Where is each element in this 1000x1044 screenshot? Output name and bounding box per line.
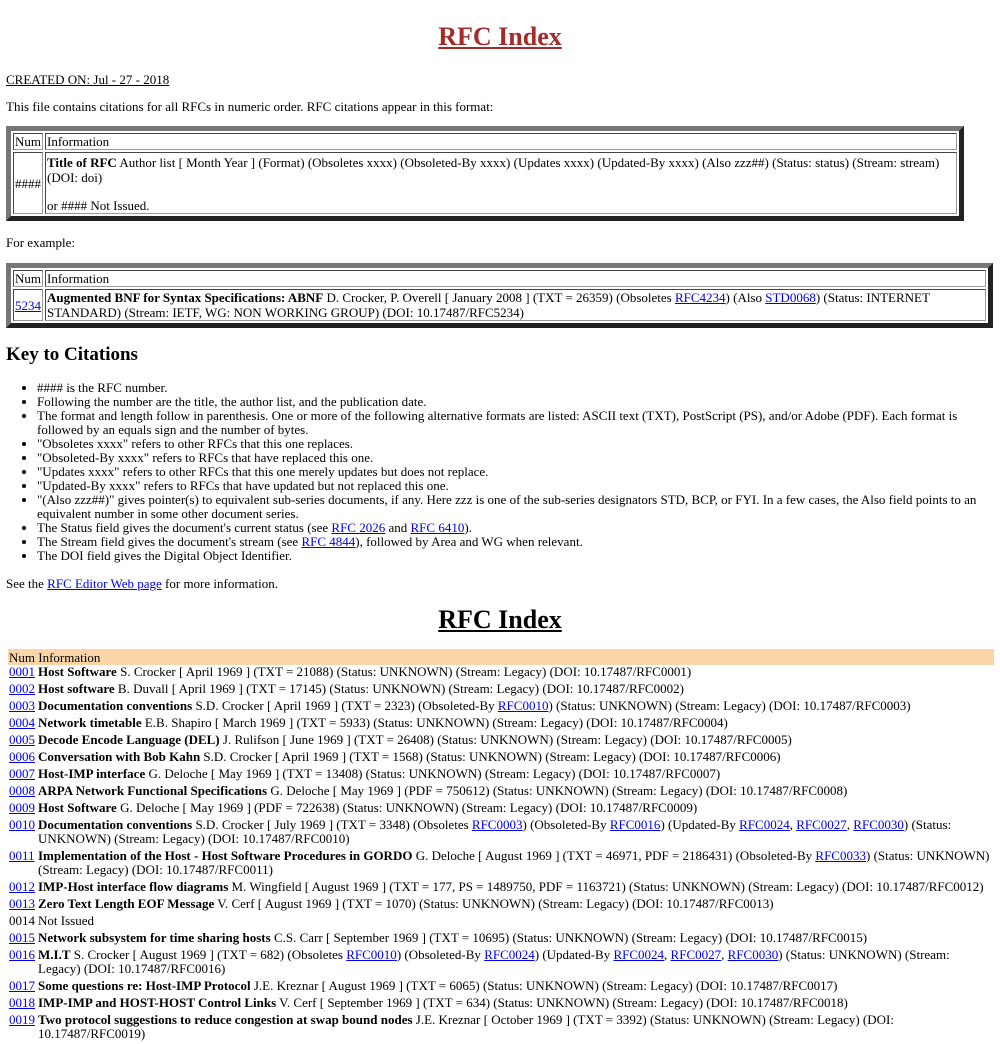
rfc-num-link[interactable]: 0006 [9, 749, 35, 764]
rfc-title: Host software [38, 681, 115, 696]
rfc-num-link[interactable]: 0015 [9, 930, 35, 945]
table-row [8, 996, 994, 1013]
rfc-info: M.I.T S. Crocker [ August 1969 ] (TXT = 682) (Obsoletes RFC0010) (Obsoleted-By RFC0024) (Updated-By RFC0024, RFC0027, RFC0030) (Status: UNKNOWN) (Stream: Legacy) (DOI: 10.17487/RFC0016) [38, 947, 950, 976]
table-row [8, 733, 994, 750]
format-info [45, 152, 957, 214]
example-label: For example: [6, 235, 75, 250]
format-header-info: Information [45, 133, 957, 150]
rfc-ref-link[interactable]: RFC0027 [670, 947, 722, 962]
page-title: RFC Index [438, 22, 562, 51]
table-row [8, 880, 994, 897]
example-title: Augmented BNF for Syntax Specifications: ABNF [47, 290, 324, 305]
format-header-num: Num [15, 134, 41, 149]
key-item: • "Obsoletes xxxx" refers to other RFCs that this one replaces. [37, 437, 994, 451]
rfc-title: M.I.T [38, 947, 71, 962]
table-row [8, 818, 994, 849]
key-item: • "Updated-By xxxx" refers to RFCs that have updated but not replaced this one. [37, 479, 994, 493]
key-item: • The Stream field gives the document's stream (see RFC 4844), followed by Area and WG when relevant. [37, 535, 994, 549]
table-row [8, 784, 994, 801]
example-table [6, 263, 993, 328]
rfc-title: Zero Text Length EOF Message [38, 896, 215, 911]
rfc-ref-link[interactable]: RFC0027 [796, 817, 847, 832]
rfc-title: IMP-IMP and HOST-HOST Control Links [38, 995, 277, 1010]
rfc-ref-link[interactable]: RFC0010 [497, 698, 549, 713]
key-item: • "Obsoleted-By xxxx" refers to RFCs that have replaced this one. [37, 451, 994, 465]
table-row [8, 979, 994, 996]
rfc-num-link[interactable]: 0005 [9, 732, 35, 747]
key-item: • The format and length follow in parenthesis. One or more of the following alternative formats are listed: ASCII text (TXT), PostScript (PS), and/or Adobe (PDF). Each format is followed by an equals sign and the number of bytes. [37, 409, 994, 437]
key-item: • "Updates xxxx" refers to other RFCs that this one merely updates but does not replace. [37, 465, 994, 479]
rfc-info: Some questions re: Host-IMP Protocol J.E. Kreznar [ August 1969 ] (TXT = 6065) (Status: UNKNOWN) (Stream: Legacy) (DOI: 10.17487/RFC0017) [38, 978, 838, 993]
rfc-info-not-issued: Not Issued [38, 913, 94, 928]
rfc-title: Two protocol suggestions to reduce congestion at swap bound nodes [38, 1012, 413, 1027]
format-line1: Author list [ Month Year ] (Format) (Obsoletes xxxx) (Obsoleted-By xxxx) (Updates xxxx) (Updated-By xxxx) (Also zzz##) (Status: status) (Stream: stream) (DOI: doi) [47, 155, 940, 185]
key-item: • Following the number are the title, the author list, and the publication date. [37, 395, 994, 409]
rfc-info: Host-IMP interface G. Deloche [ May 1969 ] (TXT = 13408) (Status: UNKNOWN) (Stream: Legacy) (DOI: 10.17487/RFC0007) [38, 766, 721, 781]
rfc-info: Network timetable E.B. Shapiro [ March 1969 ] (TXT = 5933) (Status: UNKNOWN) (Stream: Legacy) (DOI: 10.17487/RFC0004) [38, 715, 728, 730]
table-row [8, 914, 994, 931]
rfc-title: Network subsystem for time sharing hosts [38, 930, 271, 945]
rfc-num: 0014 [9, 913, 35, 928]
example-link-also[interactable]: STD0068 [765, 290, 816, 305]
rfc-title: Host-IMP interface [38, 766, 146, 781]
rfc-num-link[interactable]: 0010 [9, 817, 35, 832]
rfc-title: Conversation with Bob Kahn [38, 749, 201, 764]
table-row [8, 931, 994, 948]
rfc-ref-link[interactable]: RFC0003 [471, 817, 523, 832]
table-row [8, 750, 994, 767]
format-line2: or #### Not Issued. [47, 198, 150, 213]
rfc-ref-link[interactable]: RFC0033 [815, 848, 866, 863]
rfc-info: Documentation conventions S.D. Crocker [ April 1969 ] (TXT = 2323) (Obsoleted-By RFC0010) (Status: UNKNOWN) (Stream: Legacy) (DOI: 10.17487/RFC0003) [38, 698, 911, 713]
rfc-num-link[interactable]: 0017 [9, 978, 35, 993]
table-row [8, 849, 994, 880]
rfc-info: ARPA Network Functional Specifications G. Deloche [ May 1969 ] (PDF = 750612) (Status: UNKNOWN) (Stream: Legacy) (DOI: 10.17487/RFC0008) [38, 783, 848, 798]
rfc-info: Conversation with Bob Kahn S.D. Crocker [ April 1969 ] (TXT = 1568) (Status: UNKNOWN) (Stream: Legacy) (DOI: 10.17487/RFC0006) [38, 749, 781, 764]
format-table [6, 126, 964, 221]
rfc-info: Zero Text Length EOF Message V. Cerf [ August 1969 ] (TXT = 1070) (Status: UNKNOWN) (Stream: Legacy) (DOI: 10.17487/RFC0013) [38, 896, 774, 911]
rfc-title: Documentation conventions [38, 698, 193, 713]
table-row [8, 665, 994, 682]
created-date: CREATED ON: Jul - 27 - 2018 [6, 72, 170, 87]
rfc-ref-link[interactable]: RFC0024 [739, 817, 790, 832]
table-row [8, 801, 994, 818]
format-table-header [13, 133, 957, 150]
rfc-info: Host software B. Duvall [ April 1969 ] (TXT = 17145) (Status: UNKNOWN) (Stream: Legacy) (DOI: 10.17487/RFC0002) [38, 681, 684, 696]
rfc-info: Network subsystem for time sharing hosts C.S. Carr [ September 1969 ] (TXT = 10695) (Status: UNKNOWN) (Stream: Legacy) (DOI: 10.17487/RFC0015) [38, 930, 868, 945]
rfc-num-link[interactable]: 0011 [9, 848, 35, 863]
table-row [8, 897, 994, 914]
table-row [8, 682, 994, 699]
example-info: Augmented BNF for Syntax Specifications: ABNF D. Crocker, P. Overell [ January 2008 ] (TXT = 26359) (Obsoletes RFC4234) (Also STD0068) (Status: INTERNET STANDARD) (Stream: IETF, WG: NON WORKING GROUP) (DOI: 10.17487/RFC5234) [45, 289, 986, 321]
rfc-num-link[interactable]: 0009 [9, 800, 35, 815]
rfc-ref-link[interactable]: RFC0016 [609, 817, 661, 832]
rfc-title: Network timetable [38, 715, 142, 730]
rfc-ref-link[interactable]: RFC0010 [346, 947, 397, 962]
rfc-num-link[interactable]: 0012 [9, 879, 35, 894]
index-title: RFC Index [438, 605, 562, 634]
rfc-editor-web-page-link[interactable]: RFC Editor Web page [47, 576, 162, 591]
table-row [8, 716, 994, 733]
rfc-ref-link[interactable]: RFC0024 [613, 947, 665, 962]
key-item: • The Status field gives the document's current status (see RFC 2026 and RFC 6410). [37, 521, 994, 535]
rfc-info: Implementation of the Host - Host Software Procedures in GORDO G. Deloche [ August 1969 ] (TXT = 46971, PDF = 2186431) (Obsoleted-By RFC0033) (Status: UNKNOWN) (Stream: Legacy) (DOI: 10.17487/RFC0011) [38, 848, 990, 877]
intro-text: This file contains citations for all RFCs in numeric order. RFC citations appear in this format: [6, 99, 494, 114]
rfc-info: IMP-IMP and HOST-HOST Control Links V. Cerf [ September 1969 ] (TXT = 634) (Status: UNKNOWN) (Stream: Legacy) (DOI: 10.17487/RFC0018) [38, 995, 848, 1010]
rfc-num-link[interactable]: 0008 [9, 783, 35, 798]
rfc-num-link[interactable]: 0004 [9, 715, 35, 730]
rfc-table-header [8, 649, 994, 665]
rfc-num-link[interactable]: 0018 [9, 995, 35, 1010]
rfc-num-link[interactable]: 0016 [9, 947, 35, 962]
example-num-link[interactable]: 5234 [15, 297, 41, 313]
rfc-info: Host Software S. Crocker [ April 1969 ] (TXT = 21088) (Status: UNKNOWN) (Stream: Legacy) (DOI: 10.17487/RFC0001) [38, 664, 692, 679]
rfc-title: Decode Encode Language (DEL) [38, 732, 220, 747]
rfc-title: IMP-Host interface flow diagrams [38, 879, 229, 894]
table-row [8, 1013, 994, 1044]
rfc-ref-link[interactable]: RFC0030 [853, 817, 904, 832]
rfc-ref-link[interactable]: RFC0024 [484, 947, 535, 962]
rfc-num-link[interactable]: 0019 [9, 1012, 35, 1027]
table-row [8, 948, 994, 979]
format-num: #### [13, 152, 43, 214]
example-header-info: Information [45, 270, 986, 287]
example-table-row [13, 289, 986, 321]
table-row [8, 767, 994, 784]
rfc-info: Decode Encode Language (DEL) J. Rulifson [ June 1969 ] (TXT = 26408) (Status: UNKNOWN) (Stream: Legacy) (DOI: 10.17487/RFC0005) [38, 732, 792, 747]
link-rfc-4844[interactable]: RFC 4844 [301, 534, 356, 549]
rfc-title: Host Software [38, 664, 117, 679]
key-item: • The DOI field gives the Digital Object Identifier. [37, 549, 994, 563]
key-heading: Key to Citations [6, 344, 138, 365]
rfc-info: Documentation conventions S.D. Crocker [ July 1969 ] (TXT = 3348) (Obsoletes RFC0003) (Obsoleted-By RFC0016) (Updated-By RFC0024, RFC0027, RFC0030) (Status: UNKNOWN) (Stream: Legacy) (DOI: 10.17487/RFC0010) [38, 817, 952, 846]
see-more: See the RFC Editor Web page for more information. [6, 576, 279, 591]
rfc-info: Two protocol suggestions to reduce congestion at swap bound nodes J.E. Kreznar [ October 1969 ] (TXT = 3392) (Status: UNKNOWN) (Stream: Legacy) (DOI: 10.17487/RFC0019) [38, 1012, 894, 1041]
rfc-title: Documentation conventions [38, 817, 193, 832]
rfc-num-link[interactable]: 0003 [9, 698, 35, 713]
rfc-title: ARPA Network Functional Specifications [38, 783, 268, 798]
rfc-num-link[interactable]: 0007 [9, 766, 35, 781]
rfc-num-link[interactable]: 0002 [9, 681, 35, 696]
table-row [8, 699, 994, 716]
key-item: • #### is the RFC number. [37, 381, 994, 395]
rfc-title: Some questions re: Host-IMP Protocol [38, 978, 251, 993]
link-rfc-2026[interactable]: RFC 2026 [331, 520, 386, 535]
key-list [6, 381, 994, 563]
rfc-info: Host Software G. Deloche [ May 1969 ] (PDF = 722638) (Status: UNKNOWN) (Stream: Legacy) (DOI: 10.17487/RFC0009) [38, 800, 698, 815]
format-table-row [13, 152, 957, 214]
rfc-info: IMP-Host interface flow diagrams M. Wingfield [ August 1969 ] (TXT = 177, PS = 1489750, PDF = 1163721) (Status: UNKNOWN) (Stream: Legacy) (DOI: 10.17487/RFC0012) [38, 879, 984, 894]
key-item: • "(Also zzz##)" gives pointer(s) to equivalent sub-series documents, if any. Here zzz is one of the sub-series designators STD, BCP, or FYI. In a few cases, the Also field points to an equivalent number in some other document series. [37, 493, 994, 521]
rfc-table-header-cell: Num Information [8, 649, 994, 665]
rfc-ref-link[interactable]: RFC0030 [727, 947, 779, 962]
example-link-obsoletes[interactable]: RFC4234 [674, 290, 726, 305]
rfc-num-link[interactable]: 0013 [9, 896, 35, 911]
rfc-index-table [8, 649, 994, 1044]
link-rfc-6410[interactable]: RFC 6410 [410, 520, 465, 535]
example-header-num: Num [15, 271, 41, 286]
rfc-title: Host Software [38, 800, 117, 815]
format-title: Title of RFC [47, 155, 117, 170]
example-table-header [13, 270, 986, 287]
rfc-num-link[interactable]: 0001 [9, 664, 35, 679]
rfc-title: Implementation of the Host - Host Software Procedures in GORDO [38, 848, 413, 863]
